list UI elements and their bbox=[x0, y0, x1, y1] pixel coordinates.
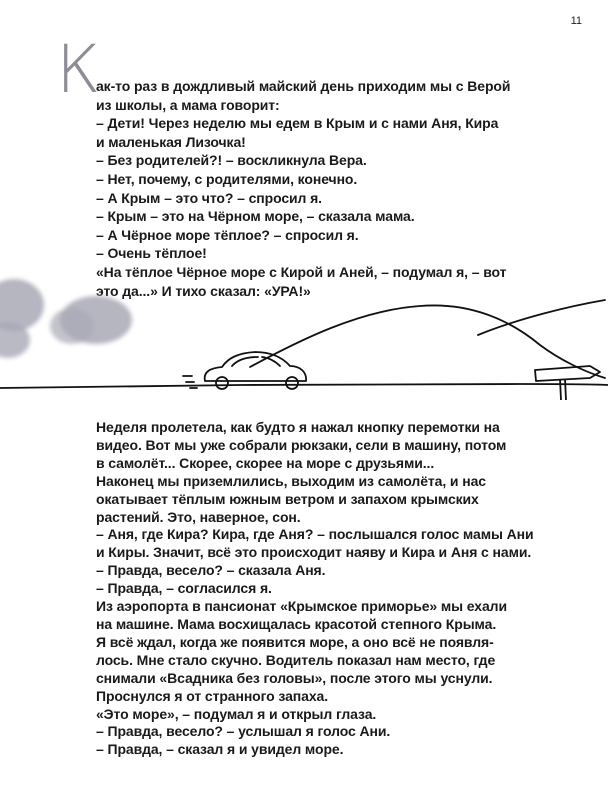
signpost-icon bbox=[535, 366, 600, 400]
text-line: и Киры. Значит, всё это происходит наяву и Кира и Аня с нами. bbox=[96, 544, 532, 561]
paragraph-1 bbox=[96, 77, 566, 300]
text-line: Из аэропорта в пансионат «Крымское приморье» мы ехали bbox=[96, 598, 507, 615]
page-number: 11 bbox=[570, 15, 582, 27]
text-line: Неделя пролетела, как будто я нажал кнопку перемотки на bbox=[96, 419, 500, 435]
text-line: – Нет, почему, с родителями, конечно. bbox=[96, 170, 358, 187]
text-line: – Аня, где Кира? Кира, где Аня? – послышался голос мамы Ани bbox=[96, 526, 534, 543]
text-line: «На тёплое Чёрное море с Кирой и Аней, – подумал я, – вот bbox=[96, 263, 507, 280]
text-line: Проснулся я от странного запаха. bbox=[96, 687, 328, 704]
text-line: – Без родителей?! – воскликнула Вера. bbox=[96, 152, 367, 169]
text-line: Наконец мы приземлились, выходим из самолёта, и нас bbox=[96, 472, 486, 489]
text-line: – Дети! Через неделю мы едем в Крым и с нами Аня, Кира bbox=[96, 115, 499, 132]
text-line: – Правда, весело? – сказала Аня. bbox=[96, 562, 326, 579]
text-line: и маленькая Лизочка! bbox=[96, 133, 246, 150]
text-line: окатывает тёплым южным ветром и запахом крымских bbox=[96, 490, 479, 507]
text-line: на машине. Мама восхищалась красотой степного Крыма. bbox=[96, 615, 497, 632]
text-line: – А Крым – это что? – спросил я. bbox=[96, 189, 322, 206]
drop-cap: К bbox=[56, 31, 101, 108]
text-line: лось. Мне стало скучно. Водитель показал нам место, где bbox=[96, 651, 496, 668]
text-line: ак-то раз в дождливый майский день приходим мы с Верой bbox=[96, 78, 511, 94]
ground-line bbox=[0, 384, 608, 388]
text-line: снимали «Всадника без головы», после этого мы уснули. bbox=[96, 669, 493, 686]
text-line: это да...» И тихо сказал: «УРА!» bbox=[96, 282, 311, 299]
cloud-icon bbox=[0, 279, 132, 358]
text-line: Я всё ждал, когда же появится море, а оно всё не появля- bbox=[96, 633, 494, 650]
text-line: «Это море», – подумал я и открыл глаза. bbox=[96, 705, 377, 722]
text-line: – Очень тёплое! bbox=[96, 245, 207, 262]
hills-icon bbox=[250, 300, 605, 378]
illustration bbox=[0, 270, 608, 410]
text-line: – Правда, весело? – услышал я голос Ани. bbox=[96, 723, 391, 740]
paragraph-2 bbox=[96, 419, 566, 759]
text-line: – Крым – это на Чёрном море, – сказала мама. bbox=[96, 208, 415, 225]
text-line: – Правда, – согласился я. bbox=[96, 580, 272, 597]
text-line: в самолёт... Скорее, скорее на море с друзьями... bbox=[96, 454, 435, 471]
text-line: – А Чёрное море тёплое? – спросил я. bbox=[96, 226, 359, 243]
text-line: – Правда, – сказал я и увидел море. bbox=[96, 741, 344, 758]
text-line: из школы, а мама говорит: bbox=[96, 96, 280, 113]
text-line: растений. Это, наверное, сон. bbox=[96, 508, 301, 525]
text-line: видео. Вот мы уже собрали рюкзаки, сели в машину, потом bbox=[96, 436, 507, 453]
car-icon bbox=[183, 352, 306, 389]
